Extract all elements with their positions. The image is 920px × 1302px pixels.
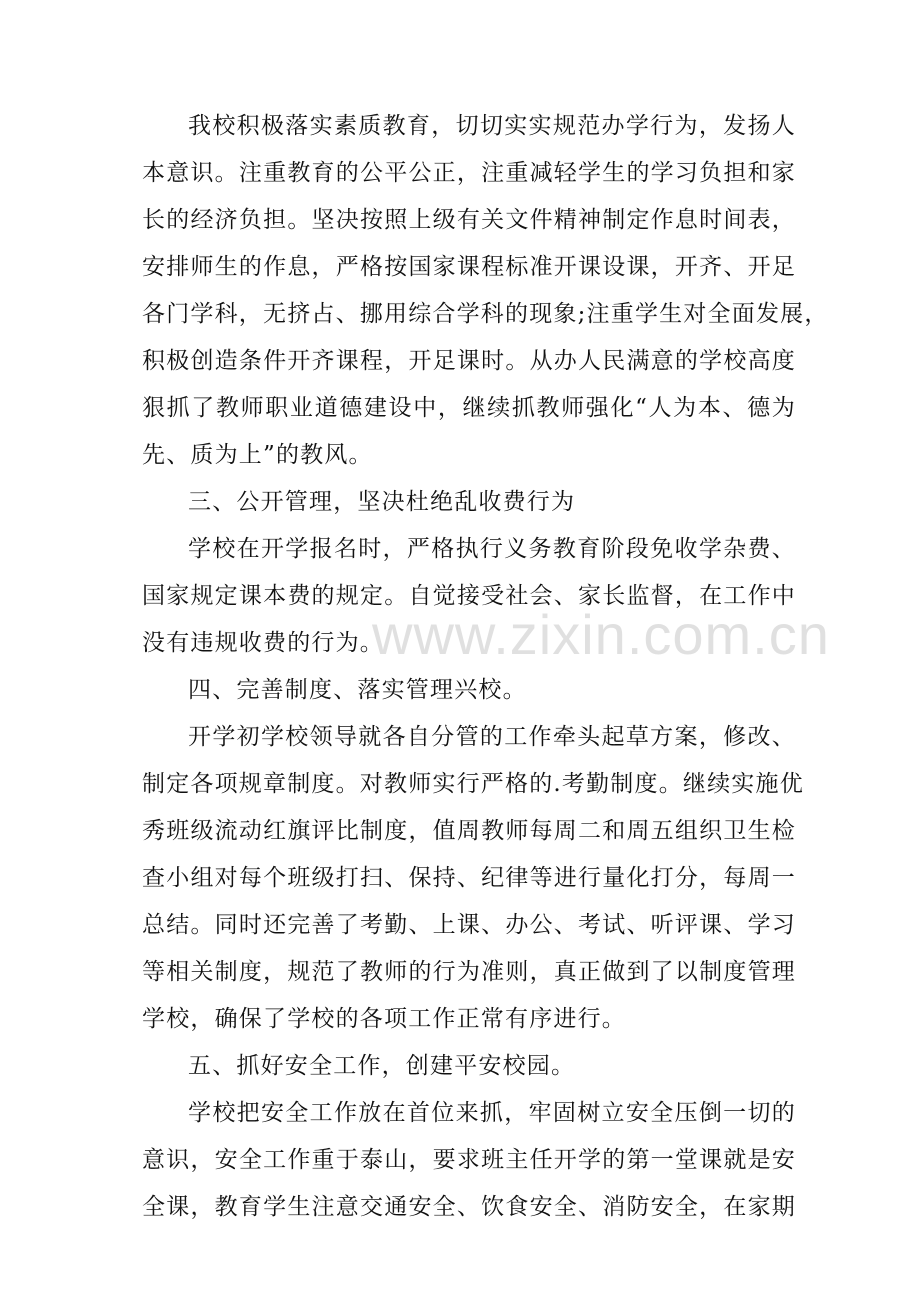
paragraph-line: 等相关制度，规范了教师的行为准则，真正做到了以制度管理 (142, 959, 796, 985)
section-heading: 五、抓好安全工作，创建平安校园。 (188, 1053, 576, 1079)
paragraph-line: 开学初学校领导就各自分管的工作牵头起草方案，修改、 (188, 724, 796, 750)
paragraph-line: 意识，安全工作重于泰山，要求班主任开学的第一堂课就是安 (142, 1147, 796, 1173)
paragraph-line: 没有违规收费的行为。 (142, 630, 384, 656)
section-heading: 四、完善制度、落实管理兴校。 (188, 677, 527, 703)
paragraph-line: 学校，确保了学校的各项工作正常有序进行。 (142, 1006, 626, 1032)
paragraph-line: 本意识。注重教育的公平公正，注重减轻学生的学习负担和家 (142, 160, 796, 186)
paragraph-line: 积极创造条件开齐课程，开足课时。从办人民满意的学校高度 (142, 348, 796, 374)
paragraph-line: 制定各项规章制度。对教师实行严格的.考勤制度。继续实施优 (142, 771, 804, 797)
paragraph-line: 国家规定课本费的规定。自觉接受社会、家长监督，在工作中 (142, 583, 796, 609)
paragraph-line: 总结。同时还完善了考勤、上课、办公、考试、听评课、学习 (142, 912, 796, 938)
paragraph-line: 全课，教育学生注意交通安全、饮食安全、消防安全，在家期 (142, 1194, 796, 1220)
paragraph-line: 秀班级流动红旗评比制度，值周教师每周二和周五组织卫生检 (142, 818, 796, 844)
paragraph-line: 安排师生的作息，严格按国家课程标准开课设课，开齐、开足 (142, 254, 796, 280)
paragraph-line: 学校把安全工作放在首位来抓，牢固树立安全压倒一切的 (188, 1100, 796, 1126)
paragraph-line: 长的经济负担。坚决按照上级有关文件精神制定作息时间表， (142, 207, 796, 233)
section-heading: 三、公开管理，坚决杜绝乱收费行为 (188, 489, 576, 515)
watermark: www.zixin.com.cn (372, 603, 830, 666)
paragraph-line: 先、质为上”的教风。 (142, 442, 373, 468)
paragraph-line: 各门学科，无挤占、挪用综合学科的现象;注重学生对全面发展， (142, 301, 829, 327)
document-body (142, 103, 829, 1231)
paragraph-line: 狠抓了教师职业道德建设中，继续抓教师强化“人为本、德为 (142, 395, 796, 421)
paragraph-line: 查小组对每个班级打扫、保持、纪律等进行量化打分，每周一 (142, 865, 796, 891)
paragraph-line: 我校积极落实素质教育，切切实实规范办学行为，发扬人 (188, 113, 796, 139)
paragraph-line: 学校在开学报名时，严格执行义务教育阶段免收学杂费、 (188, 536, 796, 562)
